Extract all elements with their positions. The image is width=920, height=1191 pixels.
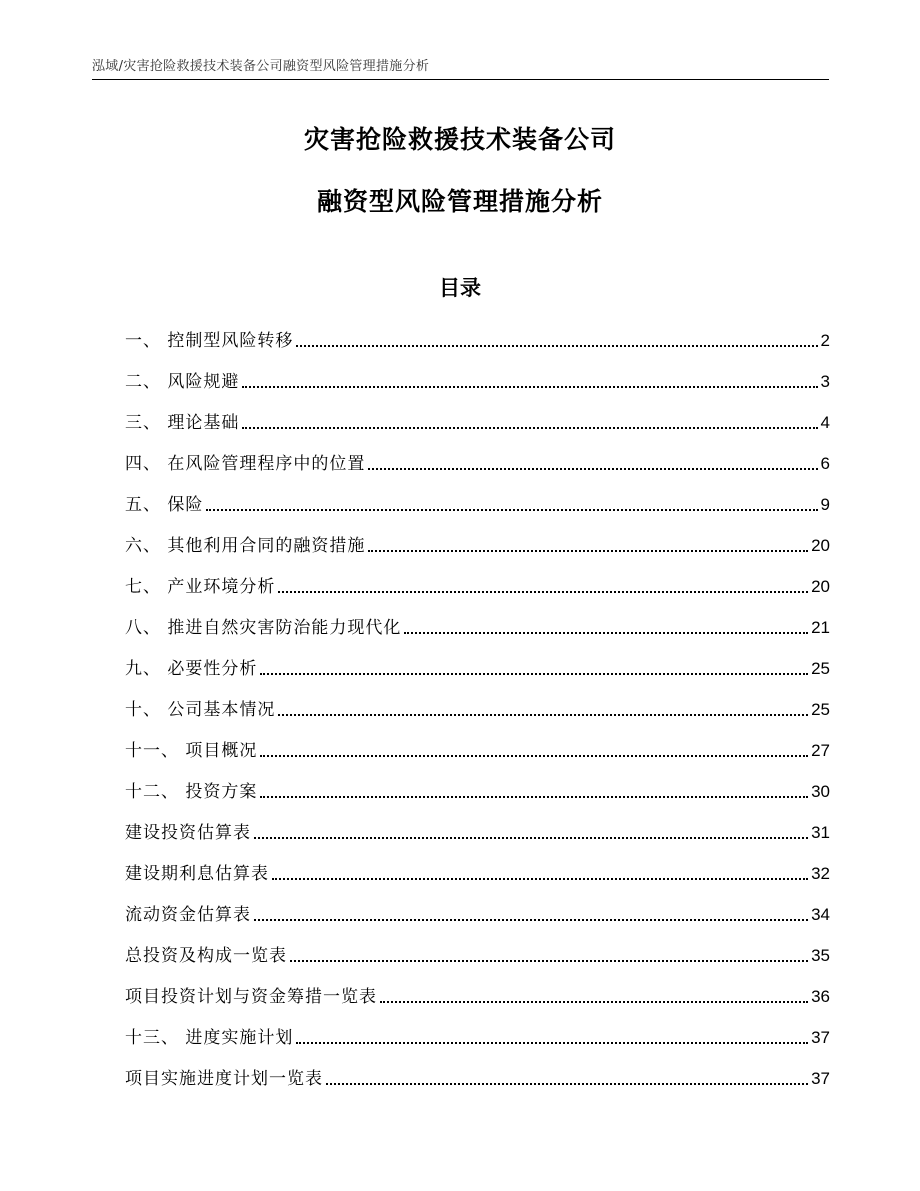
- toc-entry-label: 项目投资计划与资金筹措一览表: [125, 987, 377, 1007]
- toc-entry[interactable]: [125, 1013, 830, 1054]
- toc-leader-dots: [278, 591, 808, 593]
- toc-entry[interactable]: [125, 890, 830, 931]
- toc-entry-page: 9: [820, 495, 830, 514]
- table-of-contents: [125, 316, 830, 1095]
- toc-entry-page: 20: [811, 577, 830, 596]
- toc-entry-label: 十三、 进度实施计划: [125, 1028, 294, 1048]
- toc-entry[interactable]: [125, 808, 830, 849]
- toc-leader-dots: [278, 714, 808, 716]
- toc-entry-label: 六、 其他利用合同的融资措施: [125, 536, 366, 556]
- toc-leader-dots: [254, 837, 808, 839]
- toc-entry[interactable]: [125, 562, 830, 603]
- toc-entry-page: 3: [820, 372, 830, 391]
- toc-entry-label: 九、 必要性分析: [125, 659, 258, 679]
- toc-entry-page: 21: [811, 618, 830, 637]
- toc-leader-dots: [272, 878, 808, 880]
- toc-entry-label: 十二、 投资方案: [125, 782, 258, 802]
- toc-entry-label: 八、 推进自然灾害防治能力现代化: [125, 618, 402, 638]
- toc-entry[interactable]: [125, 644, 830, 685]
- toc-leader-dots: [260, 755, 808, 757]
- toc-entry-page: 25: [811, 700, 830, 719]
- toc-entry-label: 一、 控制型风险转移: [125, 331, 294, 351]
- toc-entry[interactable]: [125, 398, 830, 439]
- toc-entry-page: 30: [811, 782, 830, 801]
- toc-entry-page: 35: [811, 946, 830, 965]
- toc-entry-label: 项目实施进度计划一览表: [125, 1069, 323, 1089]
- toc-leader-dots: [290, 960, 808, 962]
- toc-entry-page: 37: [811, 1069, 830, 1088]
- toc-leader-dots: [296, 345, 817, 347]
- toc-leader-dots: [260, 673, 808, 675]
- toc-entry[interactable]: [125, 1054, 830, 1095]
- toc-entry[interactable]: [125, 439, 830, 480]
- toc-entry-label: 十一、 项目概况: [125, 741, 258, 761]
- toc-entry-label: 五、 保险: [125, 495, 204, 515]
- document-title-line-1: 灾害抢险救援技术装备公司: [303, 125, 616, 154]
- toc-entry-label: 流动资金估算表: [125, 905, 251, 925]
- toc-entry[interactable]: [125, 767, 830, 808]
- toc-entry-label: 七、 产业环境分析: [125, 577, 276, 597]
- toc-leader-dots: [242, 386, 817, 388]
- toc-entry-page: 20: [811, 536, 830, 555]
- toc-leader-dots: [260, 796, 808, 798]
- toc-entry-label: 十、 公司基本情况: [125, 700, 276, 720]
- toc-entry[interactable]: [125, 931, 830, 972]
- toc-entry[interactable]: [125, 480, 830, 521]
- toc-entry[interactable]: [125, 849, 830, 890]
- toc-entry[interactable]: [125, 357, 830, 398]
- toc-entry-page: 6: [820, 454, 830, 473]
- toc-entry-page: 2: [820, 331, 830, 350]
- toc-leader-dots: [254, 919, 808, 921]
- running-header: 泓域/灾害抢险救援技术装备公司融资型风险管理措施分析: [92, 59, 430, 74]
- toc-leader-dots: [326, 1083, 808, 1085]
- toc-entry[interactable]: [125, 521, 830, 562]
- toc-entry[interactable]: [125, 726, 830, 767]
- toc-entry-label: 建设期利息估算表: [125, 864, 269, 884]
- toc-entry-label: 总投资及构成一览表: [125, 946, 287, 966]
- toc-entry-label: 建设投资估算表: [125, 823, 251, 843]
- toc-leader-dots: [368, 550, 808, 552]
- toc-entry-page: 36: [811, 987, 830, 1006]
- toc-entry[interactable]: [125, 972, 830, 1013]
- toc-entry-label: 三、 理论基础: [125, 413, 240, 433]
- toc-entry[interactable]: [125, 685, 830, 726]
- toc-entry-page: 37: [811, 1028, 830, 1047]
- toc-leader-dots: [380, 1001, 808, 1003]
- header-rule: [92, 79, 829, 80]
- document-title-line-2: 融资型风险管理措施分析: [316, 187, 603, 216]
- toc-entry-page: 27: [811, 741, 830, 760]
- toc-entry-page: 32: [811, 864, 830, 883]
- toc-entry-page: 31: [811, 823, 830, 842]
- toc-entry-page: 34: [811, 905, 830, 924]
- toc-leader-dots: [404, 632, 808, 634]
- toc-entry-page: 25: [811, 659, 830, 678]
- toc-entry-label: 二、 风险规避: [125, 372, 240, 392]
- toc-entry-page: 4: [820, 413, 830, 432]
- toc-heading: 目录: [439, 276, 481, 300]
- toc-leader-dots: [242, 427, 817, 429]
- toc-entry[interactable]: [125, 316, 830, 357]
- toc-entry[interactable]: [125, 603, 830, 644]
- toc-leader-dots: [296, 1042, 808, 1044]
- toc-leader-dots: [206, 509, 817, 511]
- toc-entry-label: 四、 在风险管理程序中的位置: [125, 454, 366, 474]
- toc-leader-dots: [368, 468, 817, 470]
